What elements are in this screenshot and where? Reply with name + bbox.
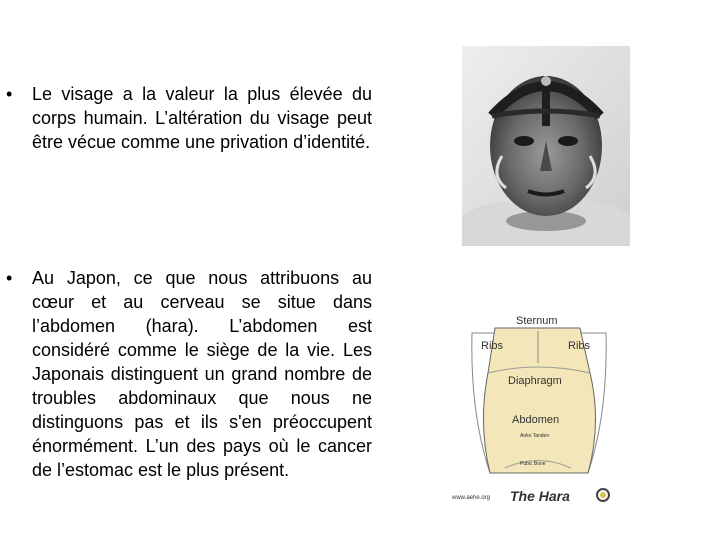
hara-caption: The Hara [510,488,570,504]
hara-diagram-image [450,303,628,510]
bullet-marker: • [6,268,13,288]
bullet-text: Au Japon, ce que nous attribuons au cœur et au cerveau se situe dans l’abdomen (hara). L’abdomen est considéré comme le siège de la vie. Les Japonais distinguent un grand nombre de troubles abdominaux que nous ne distinguons pas et ils s'en préoccupent énormément. L’un des pays où le cancer de l’estomac est le plus présent. [32,268,372,480]
label-ribs-left: Ribs [481,340,504,352]
label-ribs-right: Ribs [568,340,591,352]
bullet-text: Le visage a la valeur la plus élevée du corps humain. L’altération du visage peut être vécue comme une privation d’identité. [32,84,372,152]
label-sternum: Sternum [516,315,558,327]
site-url: www.aehe.org [452,495,491,501]
label-abdomen: Abdomen [512,414,560,426]
hara-diagram [450,303,628,510]
label-abdomen-sub: Anko Tanden [520,433,550,439]
bullet-item [6,82,372,154]
label-diaphragm: Diaphragm [508,375,562,387]
label-pubic: Pubic Bone [520,461,546,467]
bullet-marker: • [6,84,13,104]
face-photo-image [462,46,630,246]
face-photo [462,46,630,246]
bullet-item [6,266,372,482]
hara-logo-icon [597,489,609,501]
